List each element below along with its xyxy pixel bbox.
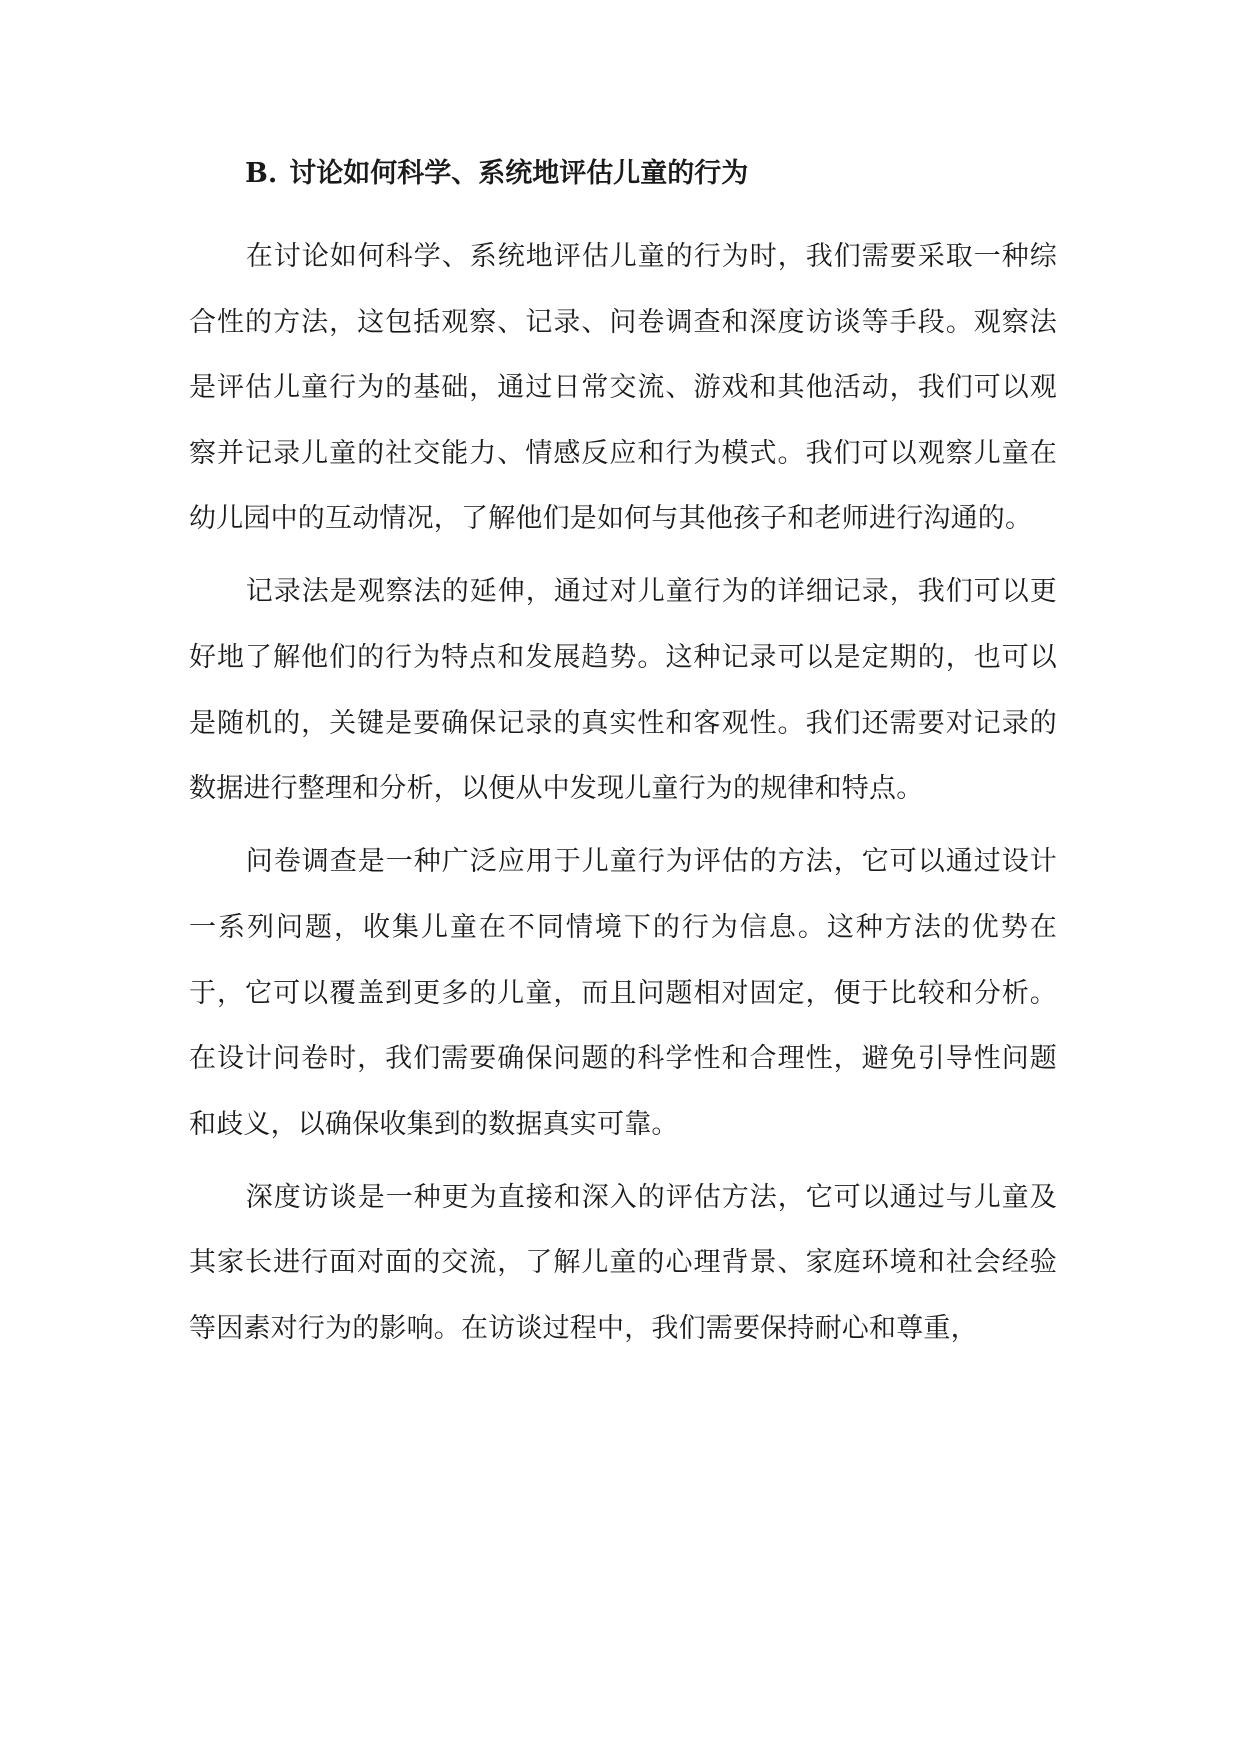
- paragraph-questionnaire: 问卷调查是一种广泛应用于儿童行为评估的方法，它可以通过设计一系列问题，收集儿童在不同情境下的行为信息。这种方法的优势在于，它可以覆盖到更多的儿童，而且问题相对固定，便于比较和分析。在设计问卷时，我们需要确保问题的科学性和合理性，避免引导性问题和歧义，以确保收集到的数据真实可靠。: [189, 846, 1057, 1140]
- paragraph-recording: 记录法是观察法的延伸，通过对儿童行为的详细记录，我们可以更好地了解他们的行为特点和发展趋势。这种记录可以是定期的，也可以是随机的，关键是要确保记录的真实性和客观性。我们还需要对记录的数据进行整理和分析，以便从中发现儿童行为的规律和特点。: [189, 576, 1057, 805]
- body-text: [189, 224, 1057, 1369]
- paragraph-observation: 在讨论如何科学、系统地评估儿童的行为时，我们需要采取一种综合性的方法，这包括观察、记录、问卷调查和深度访谈等手段。观察法是评估儿童行为的基础，通过日常交流、游戏和其他活动，我们可以观察并记录儿童的社交能力、情感反应和行为模式。我们可以观察儿童在幼儿园中的互动情况，了解他们是如何与其他孩子和老师进行沟通的。: [189, 241, 1057, 535]
- paragraph-interview: 深度访谈是一种更为直接和深入的评估方法，它可以通过与儿童及其家长进行面对面的交流，了解儿童的心理背景、家庭环境和社会经验等因素对行为的影响。在访谈过程中，我们需要保持耐心和尊重，: [189, 1181, 1057, 1344]
- document-page: [189, 0, 1057, 1754]
- section-title: 讨论如何科学、系统地评估儿童的行为: [289, 158, 749, 189]
- section-number: B.: [245, 158, 278, 189]
- section-heading: [245, 148, 748, 200]
